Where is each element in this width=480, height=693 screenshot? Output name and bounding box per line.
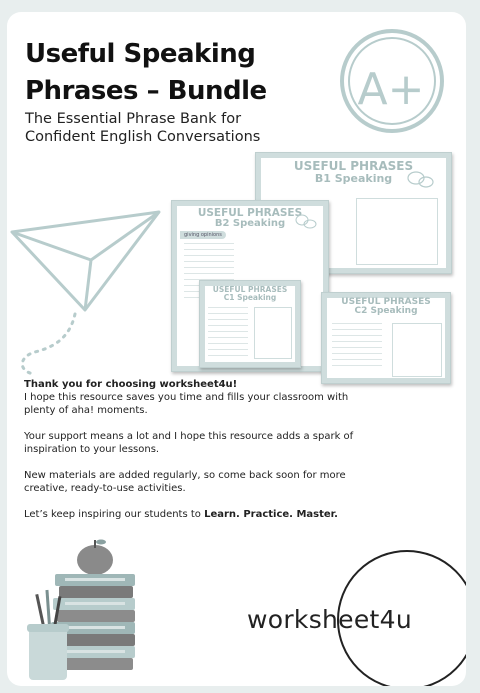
preview-lines <box>208 307 248 361</box>
preview-box <box>254 307 292 359</box>
preview-level: C1 Speaking <box>223 293 277 302</box>
message-paragraph-3: New materials are added regularly, so come back soon for more creative, ready-to-use activities. <box>24 470 346 494</box>
preview-heading: USEFUL PHRASES <box>197 207 303 219</box>
a-plus-badge-icon <box>337 26 447 136</box>
message-paragraph-4-text: Let’s keep inspiring our students to <box>24 509 205 520</box>
preview-sheet-c2 <box>321 292 451 384</box>
slogan: Learn. Practice. Master. <box>204 509 338 520</box>
preview-level: C2 Speaking <box>354 306 418 316</box>
cover-page <box>7 12 466 686</box>
preview-heading: USEFUL PHRASES <box>212 285 288 294</box>
preview-level: B2 Speaking <box>214 218 286 229</box>
preview-box <box>356 198 438 265</box>
thank-you-heading: Thank you for choosing worksheet4u! <box>24 379 238 390</box>
preview-level: B1 Speaking <box>314 172 393 185</box>
preview-heading: USEFUL PHRASES <box>341 297 431 307</box>
subtitle-line-1: The Essential Phrase Bank for <box>25 111 242 127</box>
message-paragraph-1: I hope this resource saves you time and fills your classroom with plenty of aha! moments. <box>24 392 349 416</box>
title-line-1: Useful Speaking <box>25 39 256 69</box>
badge-text: A+ <box>357 64 425 115</box>
speech-bubbles-icon <box>406 169 434 191</box>
preview-sheet-c1 <box>199 280 301 368</box>
dotted-trail-icon <box>15 312 85 382</box>
message-paragraph-4 <box>24 508 379 521</box>
preview-heading: USEFUL PHRASES <box>293 159 414 173</box>
speech-bubbles-icon <box>294 213 318 231</box>
preview-lines <box>332 323 382 371</box>
title-line-2: Phrases – Bundle <box>25 76 267 106</box>
preview-section-tag: giving opinions <box>180 231 226 239</box>
thank-you-message <box>24 378 379 534</box>
message-paragraph-2: Your support means a lot and I hope this resource adds a spark of inspiration to your lessons. <box>24 431 354 455</box>
preview-box <box>392 323 442 377</box>
page-subtitle <box>25 110 305 146</box>
worksheet-previews <box>165 152 465 382</box>
subtitle-line-2: Confident English Conversations <box>25 129 261 145</box>
books-apple-illustration <box>15 532 145 682</box>
paper-plane-icon <box>7 202 167 312</box>
brand-logo: worksheet4u <box>247 605 412 634</box>
page-title <box>25 36 315 110</box>
